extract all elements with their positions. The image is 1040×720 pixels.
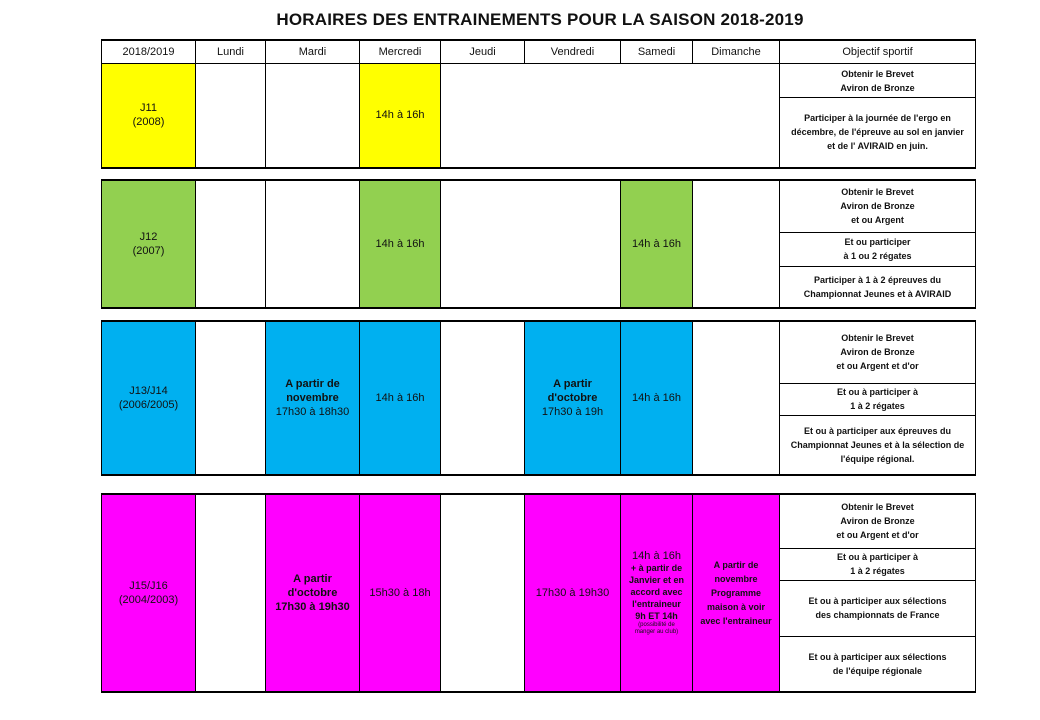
cell-j15-vendredi: 17h30 à 19h30 (525, 494, 621, 692)
header-dimanche: Dimanche (693, 40, 780, 64)
schedule-table-j12 (101, 179, 976, 309)
cell-j15-jeudi (441, 494, 525, 692)
schedule-table-j11 (101, 39, 976, 169)
header-vendredi: Vendredi (525, 40, 621, 64)
header-mercredi: Mercredi (360, 40, 441, 64)
obj-j11-2: Participer à la journée de l'ergo en décembre, de l'épreuve au sol en janvier et de l' AVIRAID en juin. (780, 98, 976, 168)
cell-j12-dimanche (693, 180, 780, 308)
group-label: J11 (140, 102, 157, 115)
obj-j11-1: Obtenir le Brevet Aviron de Bronze (780, 64, 976, 98)
header-lundi: Lundi (196, 40, 266, 64)
cell-j13-vendredi: A partir d'octobre 17h30 à 19h (525, 321, 621, 475)
cell-j13-samedi: 14h à 16h (621, 321, 693, 475)
cell-j13-mardi: A partir de novembre 17h30 à 18h30 (266, 321, 360, 475)
cell-j15-samedi: 14h à 16h + à partir de Janvier et en accord avec l'entraineur 9h ET 14h (possibilité de manger au club) (621, 494, 693, 692)
cell-j12-mercredi: 14h à 16h (360, 180, 441, 308)
cell-j11-lundi (196, 64, 266, 168)
cell-j15-mardi: A partir d'octobre 17h30 à 19h30 (266, 494, 360, 692)
cell-j13-dimanche (693, 321, 780, 475)
cell-j12-mardi (266, 180, 360, 308)
obj-j15-1: Obtenir le Brevet Aviron de Bronze et ou Argent et d'or (780, 494, 976, 548)
cell-j15-lundi (196, 494, 266, 692)
group-year: (2008) (132, 116, 165, 129)
header-mardi: Mardi (266, 40, 360, 64)
header-season: 2018/2019 (102, 40, 196, 64)
schedule-table-j15 (101, 493, 976, 693)
page-title: HORAIRES DES ENTRAINEMENTS POUR LA SAISON 2018-2019 (276, 10, 804, 29)
cell-j12-samedi: 14h à 16h (621, 180, 693, 308)
cell-j12-lundi (196, 180, 266, 308)
cell-j15-dimanche: A partir de novembre Programme maison à voir avec l'entraineur (693, 494, 780, 692)
cell-j13-lundi (196, 321, 266, 475)
header-row (102, 40, 976, 64)
obj-j12-1: Obtenir le Brevet Aviron de Bronze et ou Argent (780, 180, 976, 232)
obj-j13-3: Et ou à participer aux épreuves du Championnat Jeunes et à la sélection de l'équipe régional. (780, 415, 976, 475)
group-j12: J12 (2007) (102, 180, 196, 308)
header-samedi: Samedi (621, 40, 693, 64)
cell-j12-empty (441, 180, 621, 308)
schedule-table-j13 (101, 320, 976, 476)
header-jeudi: Jeudi (441, 40, 525, 64)
obj-j12-3: Participer à 1 à 2 épreuves du Championnat Jeunes et à AVIRAID (780, 266, 976, 308)
obj-j15-4: Et ou à participer aux sélections de l'équipe régionale (780, 636, 976, 692)
group-j13: J13/J14 (2006/2005) (102, 321, 196, 475)
obj-j13-1: Obtenir le Brevet Aviron de Bronze et ou Argent et d'or (780, 321, 976, 383)
group-j11 (102, 64, 196, 168)
group-j15: J15/J16 (2004/2003) (102, 494, 196, 692)
obj-j15-3: Et ou à participer aux sélections des championnats de France (780, 580, 976, 636)
cell-j13-jeudi (441, 321, 525, 475)
cell-j15-mercredi: 15h30 à 18h (360, 494, 441, 692)
cell-j11-empty (441, 64, 780, 168)
obj-j15-2: Et ou à participer à 1 à 2 régates (780, 548, 976, 580)
cell-j11-mercredi: 14h à 16h (360, 64, 441, 168)
cell-j11-mardi (266, 64, 360, 168)
header-objectif: Objectif sportif (780, 40, 976, 64)
obj-j13-2: Et ou à participer à 1 à 2 régates (780, 383, 976, 415)
obj-j12-2: Et ou participer à 1 ou 2 régates (780, 232, 976, 266)
cell-j13-mercredi: 14h à 16h (360, 321, 441, 475)
